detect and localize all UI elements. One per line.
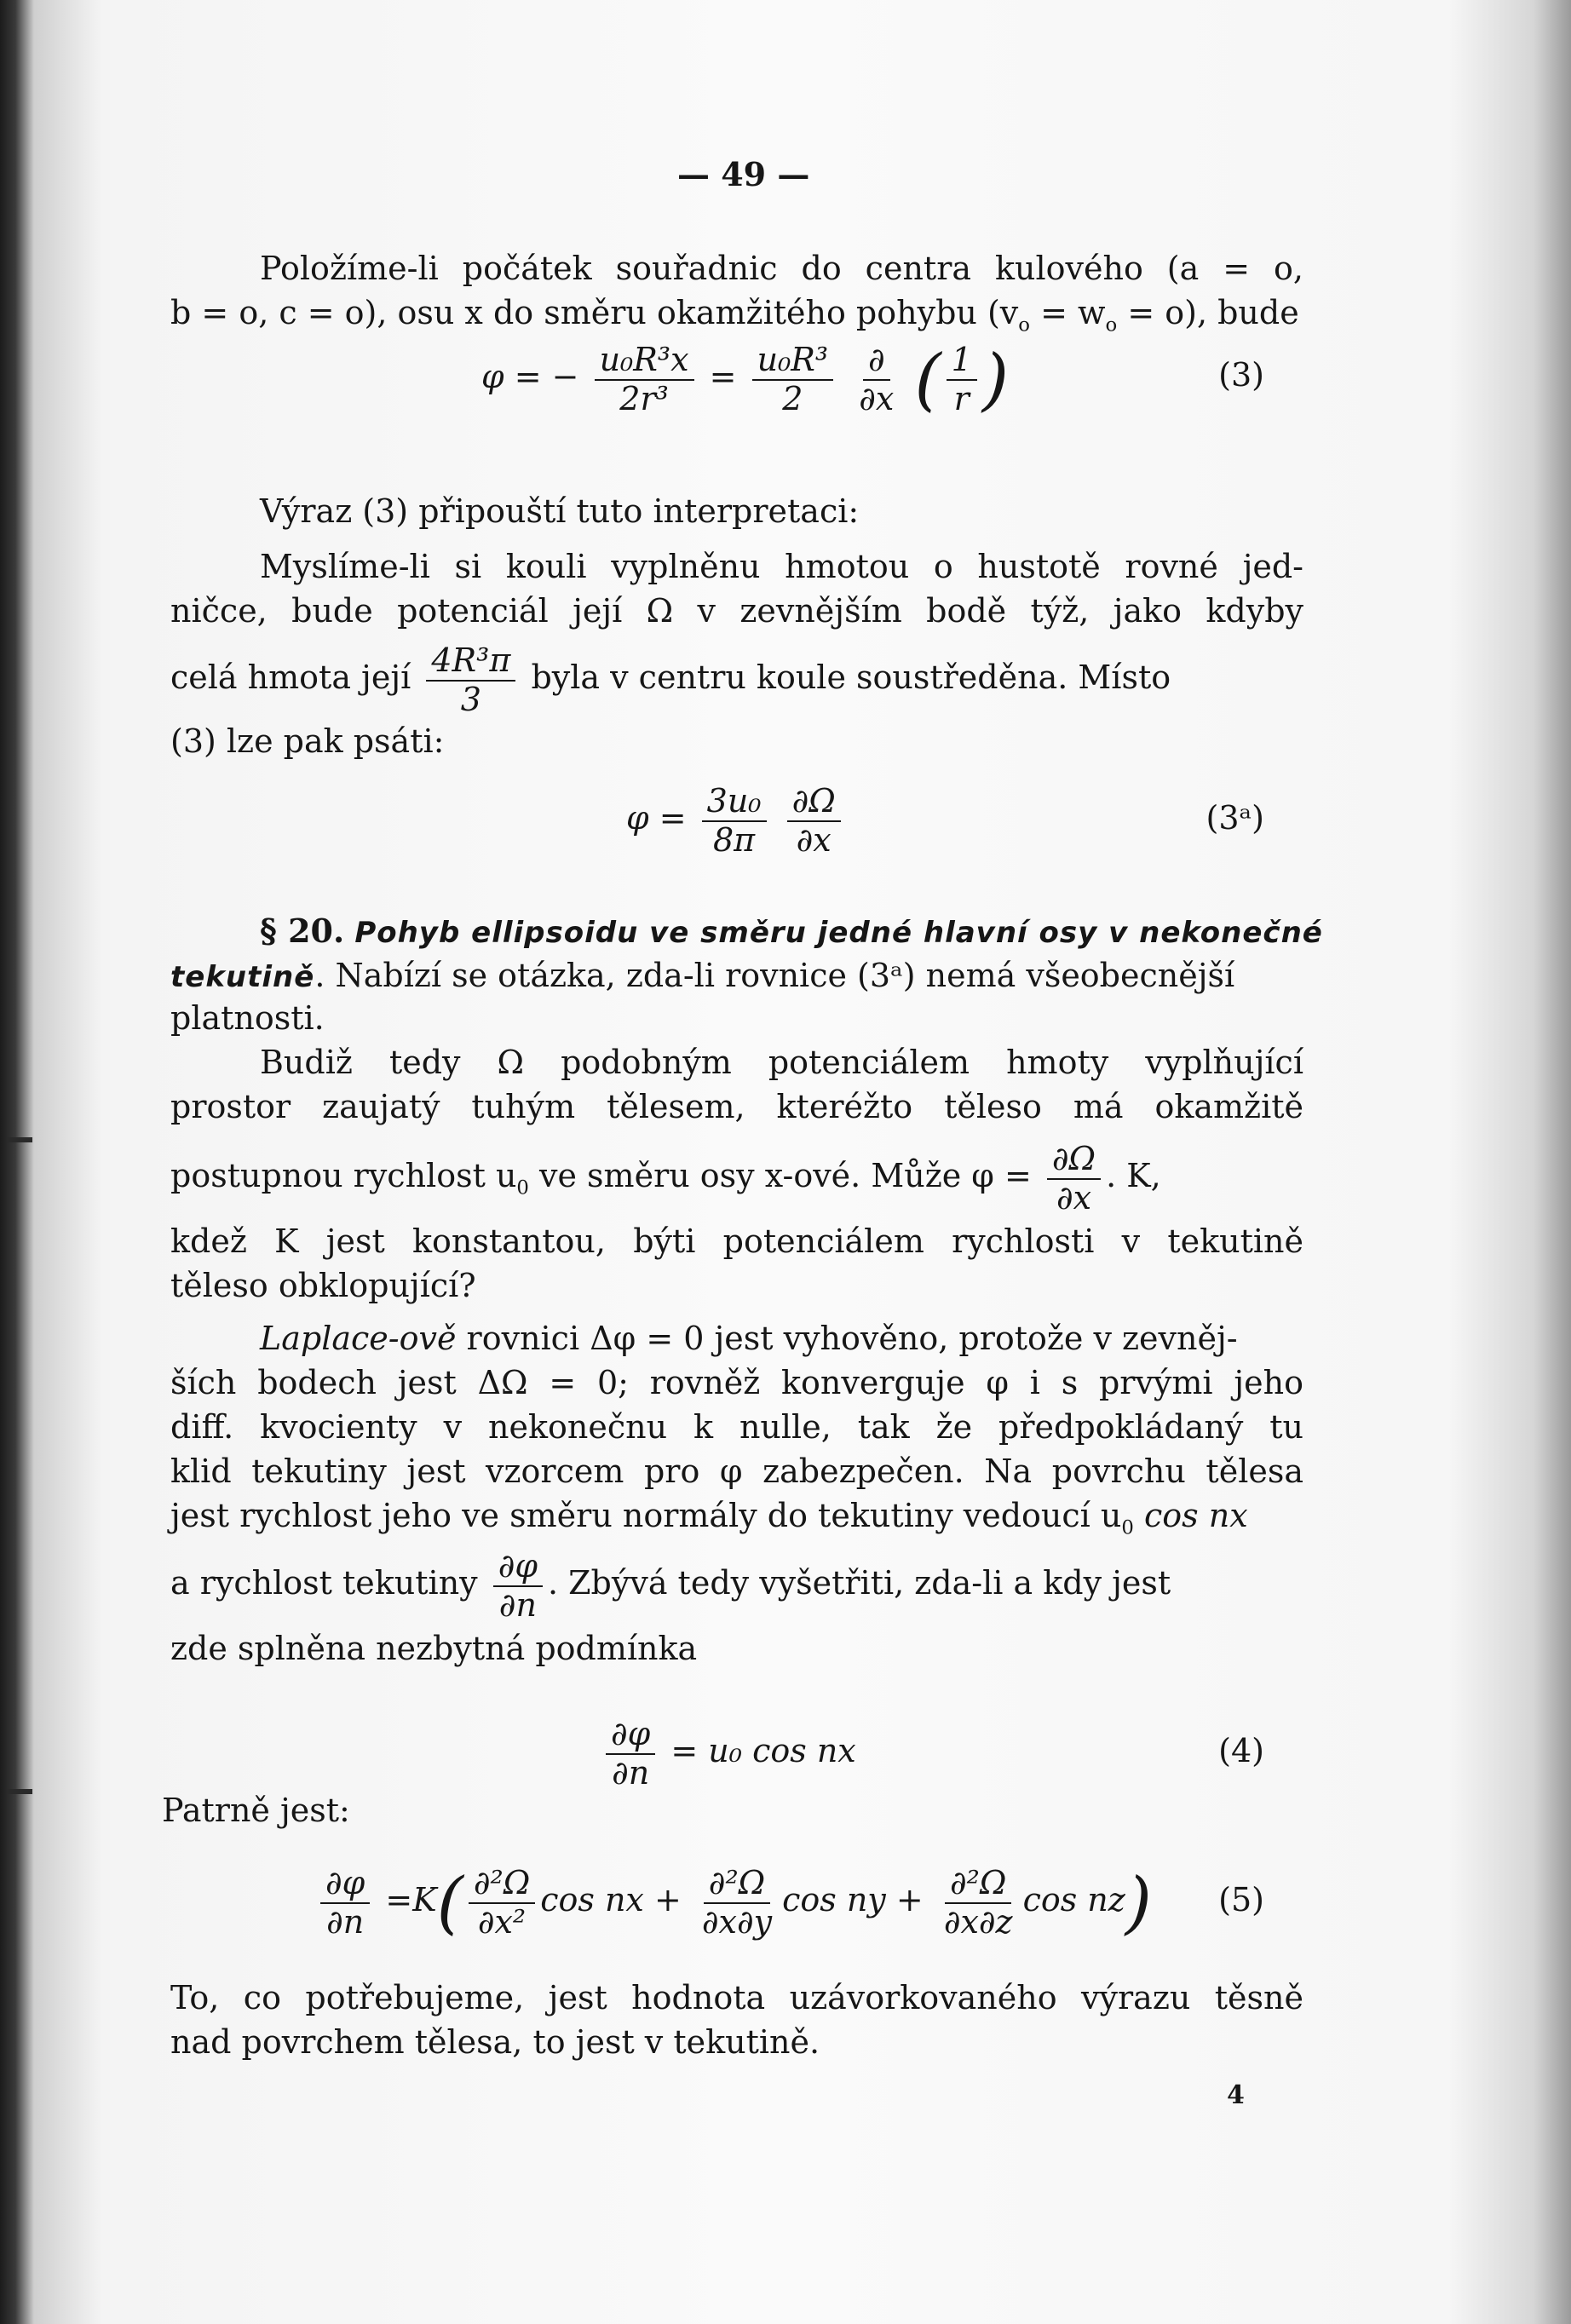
text-line: celá hmota její $\frac{\text{4R³π}}{3}$ byla v centru koule soustředěna. Místo (170, 641, 1171, 718)
text-line: Laplace-ově rovnici Δφ = 0 jest vyhověno, protože v zevněj- (260, 1320, 1238, 1357)
equation-5: $\frac{\partial\varphi}{\partial n}$ =K( $\frac{\text{∂²Ω}}{\text{∂x²}}$ cos nx + $\frac{\text{∂²Ω}}{\partial x\partial y}$ cos ny + $\frac{\text{∂²Ω}}{\partial x\partial z}$ cos nz) (315, 1853, 1152, 1947)
text-line: ničce, bude potenciál její Ω v zevnějším bodě týž, jako kdyby (170, 592, 1303, 630)
equation-4: $\frac{\partial\varphi}{\partial n}$ = u₀ cos nx (601, 1708, 856, 1793)
text-line: těleso obklopující? (170, 1267, 476, 1304)
text-line: Patrně jest: (162, 1792, 350, 1829)
text-line: nad povrchem tělesa, to jest v tekutině. (170, 2023, 820, 2061)
text-line: zde splněna nezbytná podmínka (170, 1630, 698, 1667)
text-line: Položíme-li počátek souřadnic do centra kulového (a = o, (260, 250, 1303, 287)
section-heading: § 20. Pohyb ellipsoidu ve směru jedné hlavní osy v nekonečné (260, 912, 1323, 950)
equation-number: (3) (1218, 356, 1264, 394)
text-line: Výraz (3) připouští tuto interpretaci: (260, 492, 860, 530)
text-line: b = o, c = o), osu x do směru okamžitého pohybu $(v_o = w_o = o)$, bude (170, 294, 1299, 337)
signature-mark: 4 (1227, 2080, 1245, 2110)
text-line: tekutině. Nabízí se otázka, zda-li rovnice (3ᵃ) nemá všeobecnější (170, 957, 1235, 994)
text-line: platnosti. (170, 999, 325, 1037)
text-line: prostor zaujatý tuhým tělesem, kteréžto těleso má okamžitě (170, 1088, 1303, 1125)
text-line: a rychlost tekutiny $\frac{\partial\varphi}{\partial n}$ . Zbývá tedy vyšetřiti, zda-li a kdy jest (170, 1546, 1171, 1624)
page-header: — 49 — (677, 155, 810, 193)
equation-number: (4) (1218, 1732, 1264, 1769)
equation-3: φ = − $\frac{\text{u₀R³x}}{\text{2r³}}$ = $\frac{\text{u₀R³}}{2}$ $\frac{\partial}{\partial x}$ ( $\frac{1}{r}$ ) (481, 339, 1010, 419)
text-line: postupnou rychlost $u_0$ ve směru osy x-ové. Může φ = $\frac{\partial\Omega}{\partial x}$ . K, (170, 1139, 1161, 1217)
text-line: ších bodech jest ΔΩ = 0; rovněž konverguje φ i s prvými jeho (170, 1364, 1303, 1401)
equation-number: (5) (1218, 1881, 1264, 1918)
text-line: (3) lze pak psáti: (170, 722, 445, 760)
binding-mark (7, 1137, 32, 1142)
equation-number: (3ᵃ) (1206, 799, 1264, 837)
equation-3a: φ = $\frac{\text{3u₀}}{8\pi}$ $\frac{\partial\Omega}{\partial x}$ (626, 775, 846, 860)
text-line: To, co potřebujeme, jest hodnota uzávorkovaného výrazu těsně (170, 1979, 1303, 2016)
text-line: klid tekutiny jest vzorcem pro φ zabezpečen. Na povrchu tělesa (170, 1452, 1303, 1490)
text-line: kdež K jest konstantou, býti potenciálem rychlosti v tekutině (170, 1222, 1303, 1260)
text-line: Budiž tedy Ω podobným potenciálem hmoty vyplňující (260, 1044, 1303, 1081)
binding-mark (7, 1789, 32, 1794)
text-line: diff. kvocienty v nekonečnu k nulle, tak že předpokládaný tu (170, 1408, 1303, 1446)
text-line: Myslíme-li si kouli vyplněnu hmotou o hustotě rovné jed- (260, 548, 1303, 585)
text-line: jest rychlost jeho ve směru normály do tekutiny vedoucí $u_0$ cos nx (170, 1497, 1248, 1539)
